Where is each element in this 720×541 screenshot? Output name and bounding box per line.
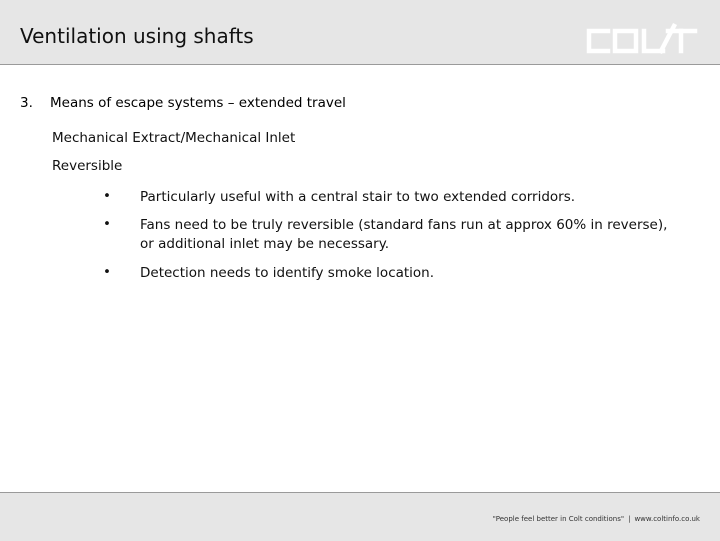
subheading-reversible: Reversible [52,158,123,174]
section-title: Means of escape systems – extended travel [50,95,346,111]
bullet-marker: • [103,264,111,280]
footer-text [493,515,700,523]
bullet-marker: • [103,188,111,204]
bullet-text: Fans need to be truly reversible (standard fans run at approx 60% in reverse), or additional inlet may be necessary. [140,217,668,252]
bullet-text: Particularly useful with a central stair to two extended corridors. [140,189,576,205]
footer-slogan: "People feel better in Colt conditions" [492,515,625,523]
footer-website: www.coltinfo.co.uk [634,515,700,523]
bullet-text: Detection needs to identify smoke location. [140,265,435,281]
section-number: 3. [20,95,33,111]
header-bar [0,0,720,65]
section-heading [20,95,346,111]
subheading-mechanical: Mechanical Extract/Mechanical Inlet [52,130,296,146]
page-title: Ventilation using shafts [20,24,254,48]
bullet-marker: • [103,216,111,232]
colt-logo [584,20,698,54]
footer-separator: | [628,515,631,523]
footer-bar [0,492,720,541]
